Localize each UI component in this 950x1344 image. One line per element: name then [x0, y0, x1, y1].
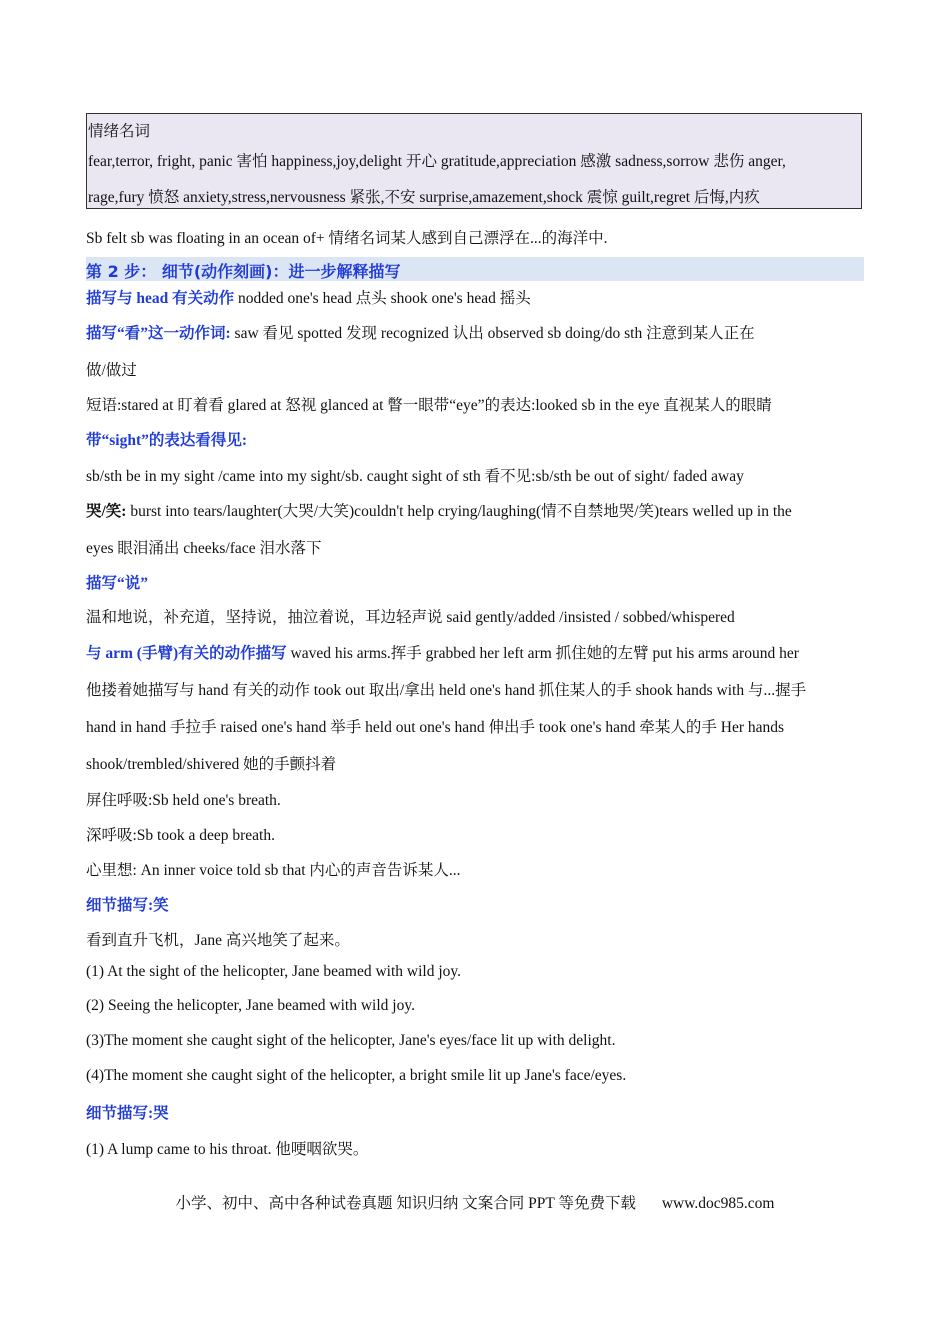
section-label — [86, 1101, 866, 1123]
head-actions-line — [86, 286, 866, 308]
emotion-box-line: rage,fury 愤怒 anxiety,stress,nervousness 紧张,不安 surprise,amazement,shock 震惊 guilt,regret 后悔,内疚 — [88, 189, 760, 206]
smile-sentence-4: (4)The moment she caught sight of the helicopter, a bright smile lit up Jane's face/eyes. — [86, 1067, 627, 1084]
look-actions-line-2: 做/做过 — [86, 362, 137, 379]
footer-url[interactable]: www.doc985.com — [661, 1195, 775, 1212]
section-label: 哭/笑: — [86, 503, 127, 520]
look-actions-line — [86, 321, 866, 343]
floating-sentence: Sb felt sb was floating in an ocean of+ 情绪名词某人感到自己漂浮在...的海洋中. — [86, 230, 608, 247]
arm-line-3: hand in hand 手拉手 raised one's hand 举手 held out one's hand 伸出手 took one's hand 牵某人的手 Her hands — [86, 719, 785, 736]
smile-sentence-1: (1) At the sight of the helicopter, Jane beamed with wild joy. — [86, 963, 462, 980]
emotion-box-line: fear,terror, fright, panic 害怕 happiness,joy,delight 开心 gratitude,appreciation 感激 sadness,sorrow 悲伤 anger, — [88, 153, 786, 170]
smile-sentence-2: (2) Seeing the helicopter, Jane beamed with wild joy. — [86, 997, 415, 1014]
step-heading: 第 2 步： 细节(动作刻画)：进一步解释描写 — [86, 262, 401, 281]
arm-line — [86, 641, 866, 663]
line-text: burst into tears/laughter(大哭/大笑)couldn't help crying/laughing(情不自禁地哭/笑)tears welled up in the — [126, 503, 792, 520]
sight-label: 带“sight”的表达看得见: — [86, 432, 248, 449]
cry-sentence-1: (1) A lump came to his throat. 他哽咽欲哭。 — [86, 1141, 369, 1158]
smile-intro: 看到直升飞机，Jane 高兴地笑了起来。 — [86, 932, 350, 949]
section-label — [86, 571, 866, 593]
sight-line: sb/sth be in my sight /came into my sight/sb. caught sight of sth 看不见:sb/sth be out of sight/ faded away — [86, 468, 744, 485]
phrases-line: 短语:stared at 盯着看 glared at 怒视 glanced at 瞥一眼带“eye”的表达:looked sb in the eye 直视某人的眼睛 — [86, 397, 772, 414]
section-label: 与 arm (手臂)有关的动作描写 — [86, 645, 287, 662]
page-footer — [0, 1191, 950, 1213]
footer-text: 小学、初中、高中各种试卷真题 知识归纳 文案合同 PPT 等免费下载 — [175, 1195, 636, 1212]
cry-laugh-line-2: eyes 眼泪涌出 cheeks/face 泪水落下 — [86, 540, 322, 557]
breath-line-1: 屏住呼吸:Sb held one's breath. — [86, 792, 281, 809]
emotion-box-title: 情绪名词 — [88, 123, 151, 140]
smile-sentence-3: (3)The moment she caught sight of the helicopter, Jane's eyes/face lit up with delight. — [86, 1032, 616, 1049]
smile-label: 细节描写:笑 — [86, 897, 169, 914]
section-label: 描写与 head 有关动作 — [86, 290, 235, 307]
say-label: 描写“说” — [86, 575, 149, 592]
line-text: nodded one's head 点头 shook one's head 摇头 — [234, 290, 531, 307]
inner-voice-line: 心里想: An inner voice told sb that 内心的声音告诉某人... — [86, 862, 461, 879]
arm-line-2: 他搂着她描写与 hand 有关的动作 took out 取出/拿出 held one's hand 抓住某人的手 shook hands with 与...握手 — [86, 682, 807, 699]
section-label — [86, 893, 866, 915]
section-label — [86, 428, 866, 450]
emotion-nouns-box — [86, 113, 862, 209]
line-text: waved his arms.挥手 grabbed her left arm 抓住她的左臂 put his arms around her — [286, 645, 799, 662]
cry-label: 细节描写:哭 — [86, 1105, 169, 1122]
breath-line-2: 深呼吸:Sb took a deep breath. — [86, 827, 275, 844]
emotion-box-body — [88, 144, 861, 216]
line-text: saw 看见 spotted 发现 recognized 认出 observed sb doing/do sth 注意到某人正在 — [230, 325, 755, 342]
section-label: 描写“看”这一动作词: — [86, 325, 231, 342]
say-line: 温和地说，补充道，坚持说，抽泣着说，耳边轻声说 said gently/added /insisted / sobbed/whispered — [86, 609, 735, 626]
cry-laugh-line — [86, 499, 866, 521]
arm-line-4: shook/trembled/shivered 她的手颤抖着 — [86, 756, 337, 773]
